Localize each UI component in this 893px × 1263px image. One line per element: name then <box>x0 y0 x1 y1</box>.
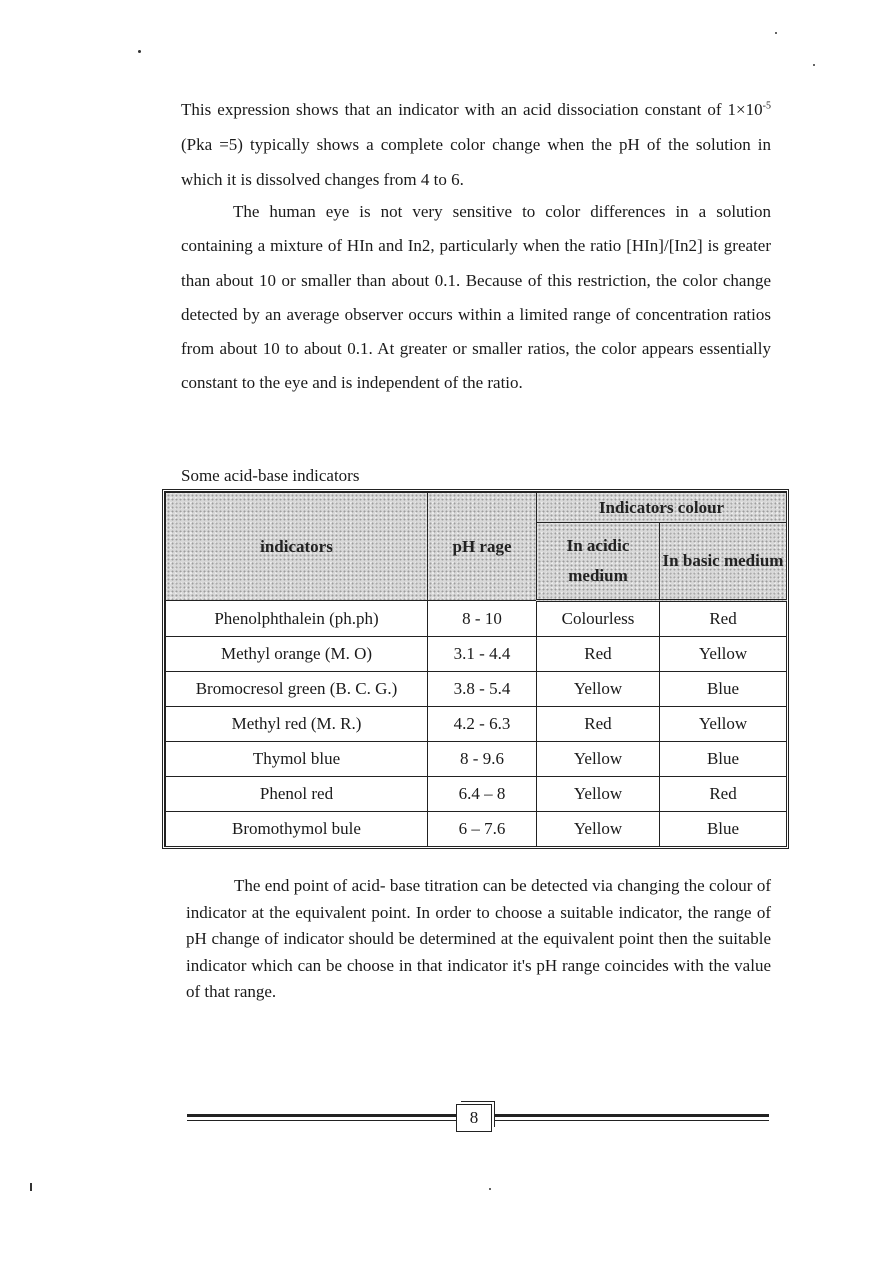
cell-indicator-name: Phenol red <box>166 777 428 812</box>
cell-acidic-colour: Red <box>537 637 660 672</box>
cell-ph-range: 3.1 - 4.4 <box>428 637 537 672</box>
cell-ph-range: 6 – 7.6 <box>428 812 537 847</box>
cell-basic-colour: Blue <box>660 812 787 847</box>
table-caption: Some acid-base indicators <box>181 466 360 485</box>
cell-acidic-colour: Colourless <box>537 601 660 637</box>
scan-speck <box>813 64 815 66</box>
cell-acidic-colour: Red <box>537 707 660 742</box>
cell-ph-range: 3.8 - 5.4 <box>428 672 537 707</box>
cell-acidic-colour: Yellow <box>537 777 660 812</box>
indicators-table <box>162 489 789 849</box>
cell-basic-colour: Blue <box>660 742 787 777</box>
table-row <box>166 707 787 742</box>
table-row <box>166 601 787 637</box>
cell-ph-range: 6.4 – 8 <box>428 777 537 812</box>
scan-speck <box>489 1188 491 1190</box>
header-ph-range: pH rage <box>428 493 537 601</box>
footer-rule-left <box>187 1114 456 1121</box>
footer-rule-right <box>492 1114 769 1121</box>
cell-indicator-name: Thymol blue <box>166 742 428 777</box>
cell-indicator-name: Bromothymol bule <box>166 812 428 847</box>
scan-speck <box>30 1183 32 1191</box>
cell-basic-colour: Blue <box>660 672 787 707</box>
cell-acidic-colour: Yellow <box>537 742 660 777</box>
table-row <box>166 672 787 707</box>
cell-basic-colour: Yellow <box>660 707 787 742</box>
cell-ph-range: 8 - 10 <box>428 601 537 637</box>
cell-indicator-name: Methyl orange (M. O) <box>166 637 428 672</box>
table-row <box>166 777 787 812</box>
table-row <box>166 742 787 777</box>
paragraph-human-eye: The human eye is not very sensitive to color differences in a solution containing a mixture of HIn and In2, particularly when the ratio [HIn]/[In2] is greater than about 10 or smaller than about 0.1. Because of this restriction, the color change detected by an average observer occurs within a limited range of concentration ratios from about 10 to about 0.1. At greater or smaller ratios, the color appears essentially constant to the eye and is independent of the ratio. <box>181 202 771 393</box>
cell-acidic-colour: Yellow <box>537 672 660 707</box>
header-indicators: indicators <box>166 493 428 601</box>
cell-basic-colour: Red <box>660 777 787 812</box>
cell-basic-colour: Red <box>660 601 787 637</box>
cell-indicator-name: Methyl red (M. R.) <box>166 707 428 742</box>
scan-speck <box>138 50 141 53</box>
cell-indicator-name: Phenolphthalein (ph.ph) <box>166 601 428 637</box>
scan-speck <box>775 32 777 34</box>
cell-basic-colour: Yellow <box>660 637 787 672</box>
cell-indicator-name: Bromocresol green (B. C. G.) <box>166 672 428 707</box>
header-basic-medium: In basic medium <box>660 523 787 601</box>
cell-ph-range: 8 - 9.6 <box>428 742 537 777</box>
superscript-exponent: -5 <box>762 100 771 112</box>
paragraph-indicator-expression <box>181 92 771 197</box>
page-number: 8 <box>456 1104 492 1132</box>
indicators-table-grid <box>165 492 787 847</box>
cell-acidic-colour: Yellow <box>537 812 660 847</box>
paragraph-text: This expression shows that an indicator with an acid dissociation constant of 1×10 <box>181 100 763 119</box>
table-row <box>166 637 787 672</box>
paragraph-text: (Pka =5) typically shows a complete color change when the pH of the solution in which it is dissolved changes from 4 to 6. <box>181 135 771 189</box>
header-indicators-colour: Indicators colour <box>537 493 787 523</box>
table-row <box>166 812 787 847</box>
header-acidic-medium: In acidic medium <box>537 523 660 601</box>
paragraph-end-point: The end point of acid- base titration can be detected via changing the colour of indicator at the equivalent point. In order to choose a suitable indicator, the range of pH change of indicator should be determined at the equivalent point then the suitable indicator which can be choose in that indicator it's pH range coincides with the value of that range. <box>186 876 771 1001</box>
cell-ph-range: 4.2 - 6.3 <box>428 707 537 742</box>
